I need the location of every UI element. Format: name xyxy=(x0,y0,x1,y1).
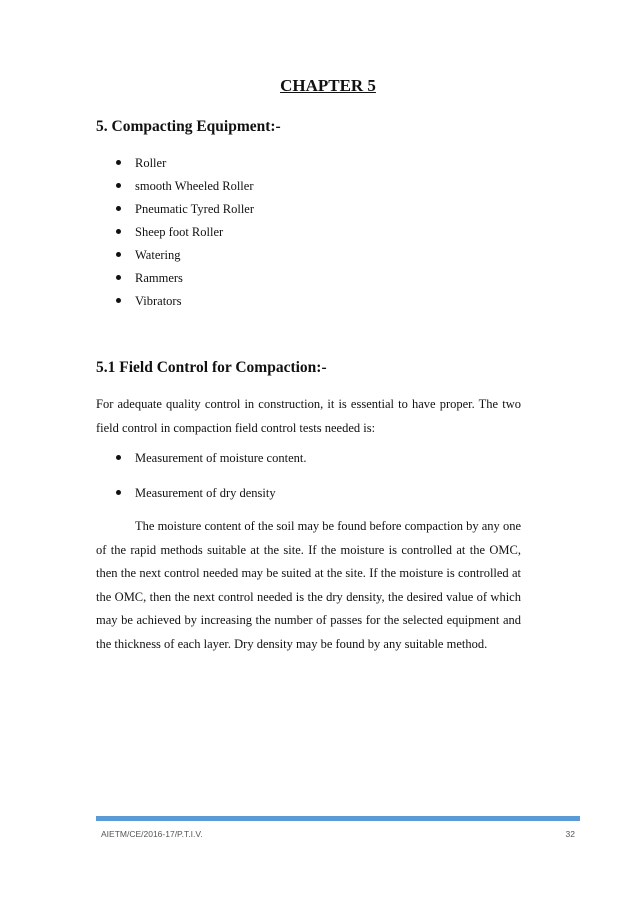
chapter-title: CHAPTER 5 xyxy=(280,76,376,95)
footer-rule xyxy=(96,816,580,821)
footer-reference: AIETM/CE/2016-17/P.T.I.V. xyxy=(101,829,203,839)
list-item: Pneumatic Tyred Roller xyxy=(116,201,254,224)
list-item: smooth Wheeled Roller xyxy=(116,178,254,201)
section-heading-field-control: 5.1 Field Control for Compaction:- xyxy=(96,359,327,376)
body-paragraph: The moisture content of the soil may be found before compaction by any one of the rapid methods suitable at the site. If the moisture is controlled at the OMC, then the next control needed may be suited at the site. If the moisture is controlled at the OMC, then the next control needed is the dry density, the desired value of which may be achieved by increasing the number of passes for the selected equipment and the thickness of each layer. Dry density may be found by any suitable method. xyxy=(96,519,521,651)
list-item: Measurement of moisture content. xyxy=(116,450,306,485)
compacting-equipment-list xyxy=(116,155,254,316)
list-item: Watering xyxy=(116,247,254,270)
page-number: 32 xyxy=(565,829,575,839)
list-item: Roller xyxy=(116,155,254,178)
field-control-tests-list xyxy=(116,450,306,520)
list-item: Sheep foot Roller xyxy=(116,224,254,247)
list-item: Measurement of dry density xyxy=(116,485,306,520)
section-heading-compacting-equipment: 5. Compacting Equipment:- xyxy=(96,118,281,135)
list-item: Rammers xyxy=(116,270,254,293)
list-item: Vibrators xyxy=(116,293,254,316)
intro-paragraph: For adequate quality control in construction, it is essential to have proper. The two field control in compaction field control tests needed is: xyxy=(96,397,521,435)
